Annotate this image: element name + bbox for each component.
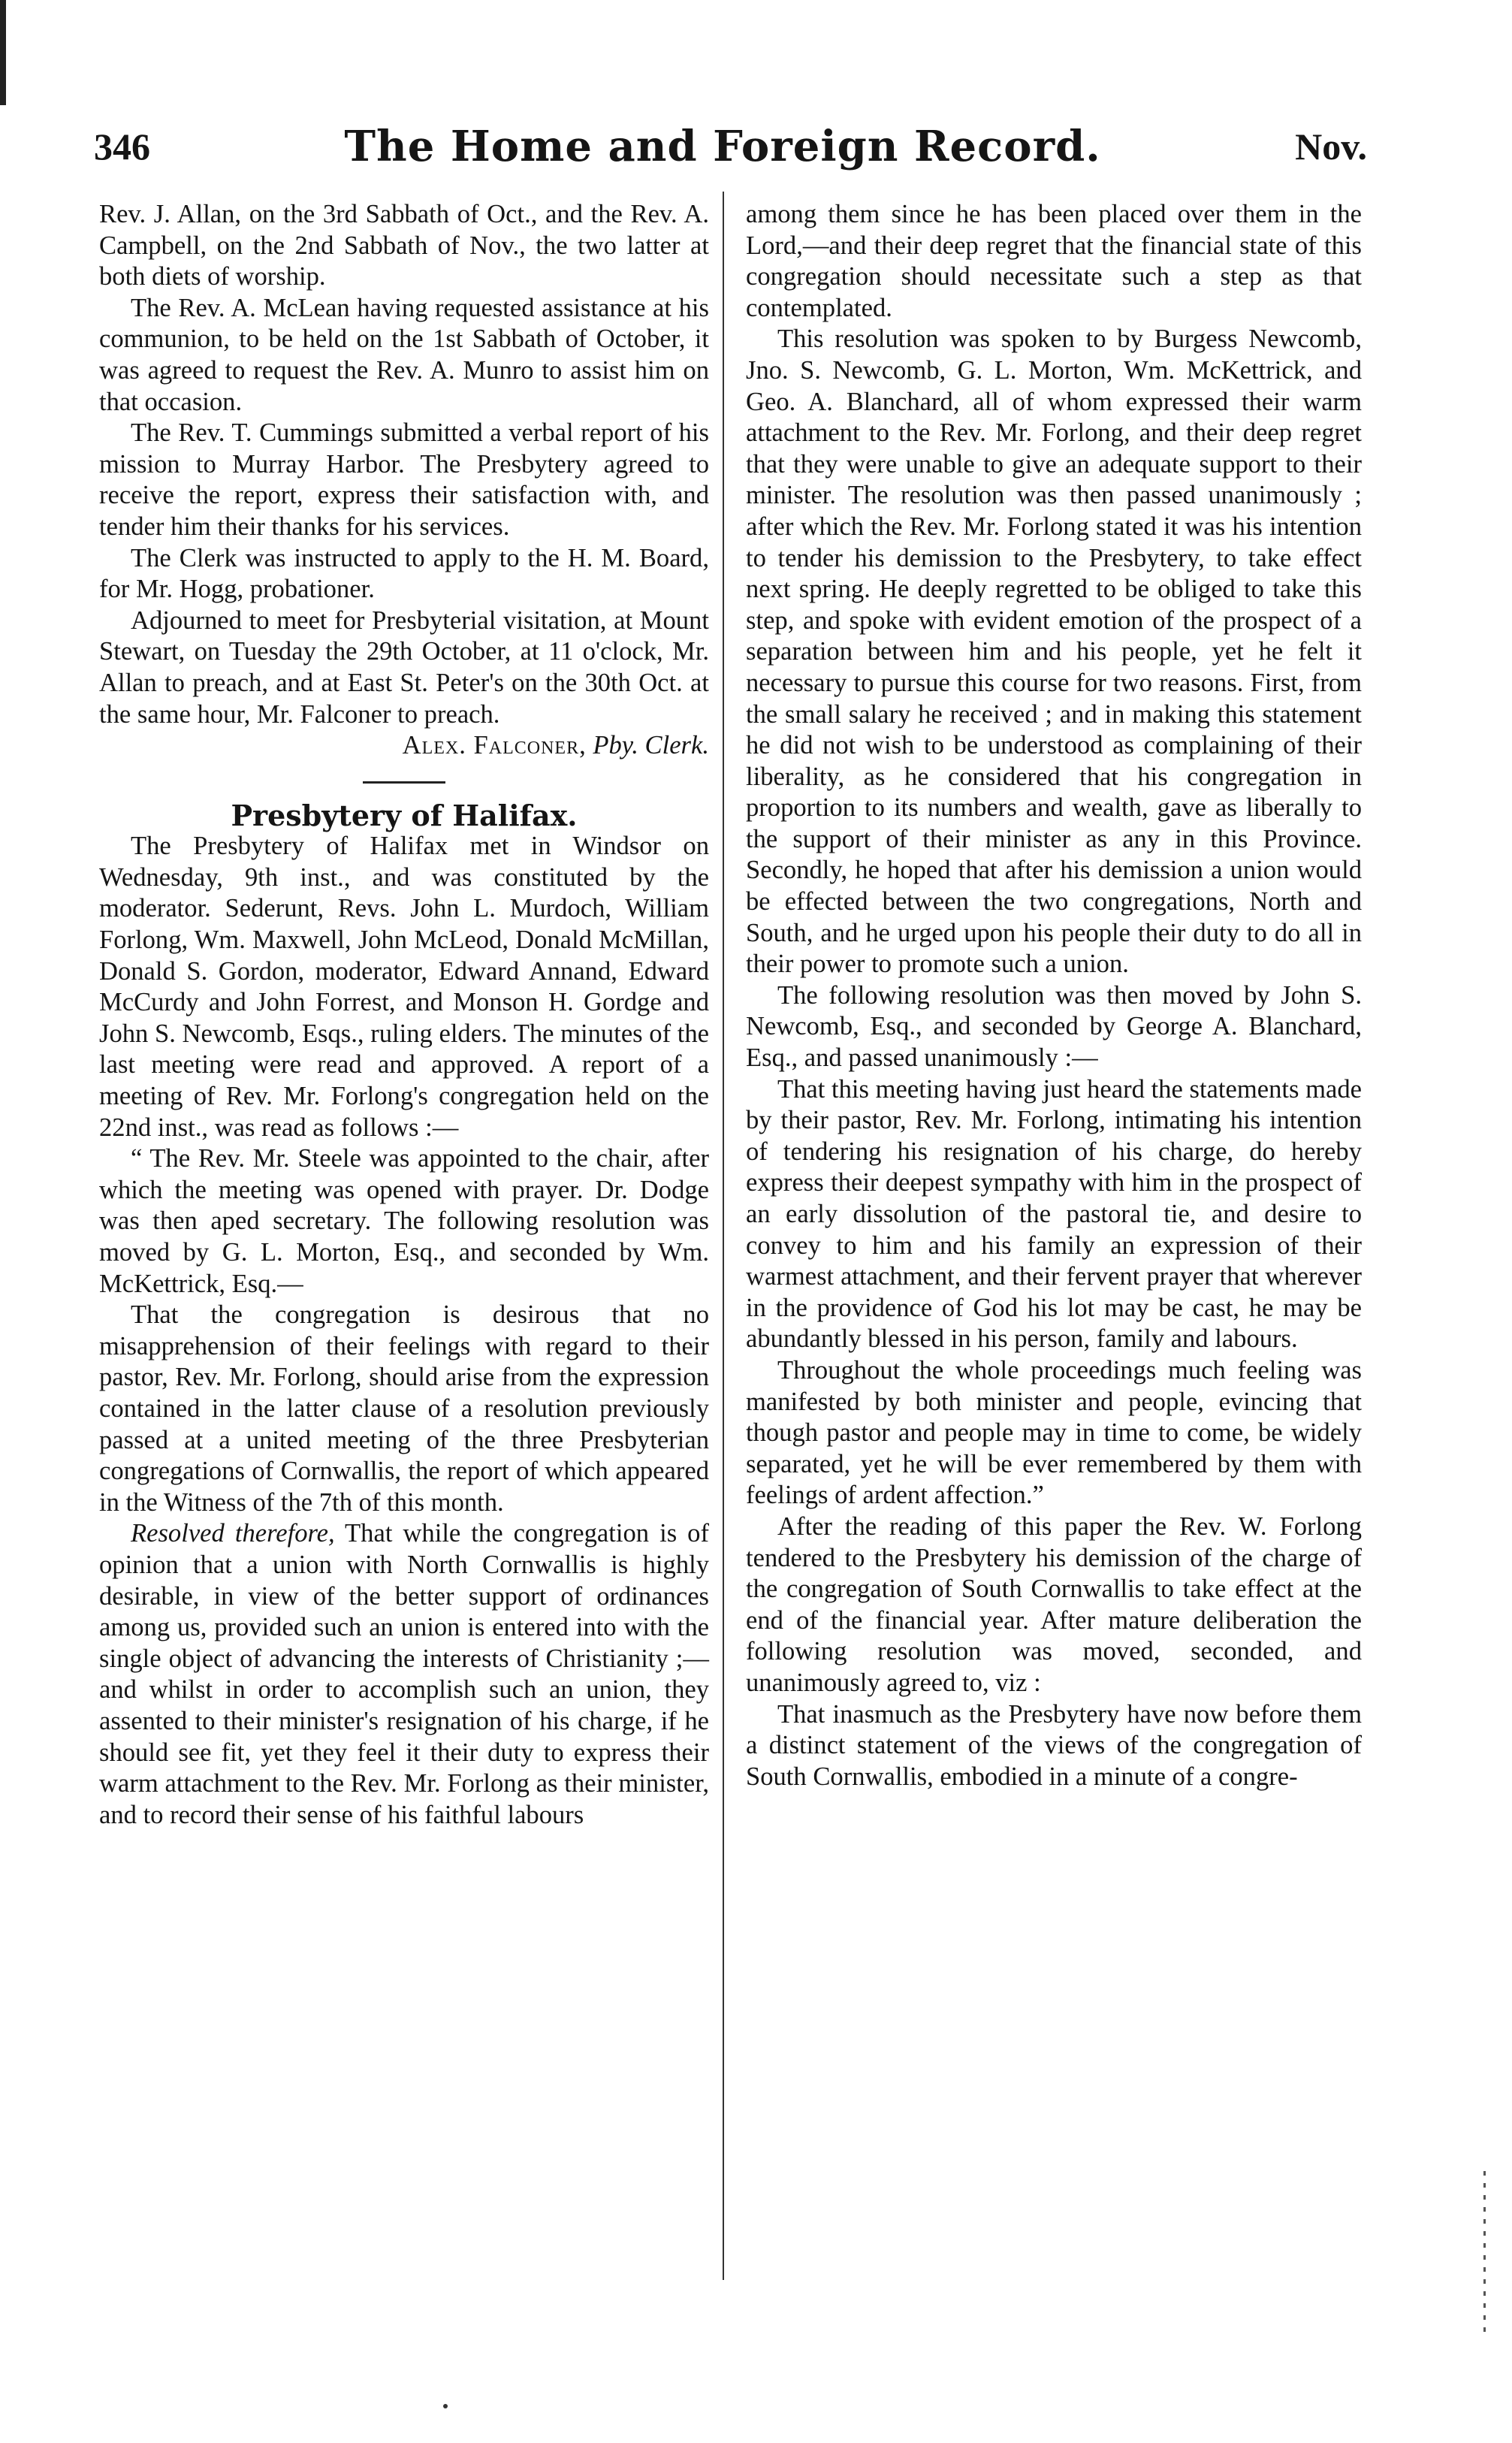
paragraph: That inasmuch as the Presbytery have now before them a distinct statement of the views of the congregation of South Cornwallis, embodied in a minute of a congre- [746,1699,1362,1791]
paragraph: The following resolution was then moved by John S. Newcomb, Esq., and seconded by George A. Blanchard, Esq., and passed unanimously :— [746,980,1362,1073]
print-speck [443,2404,448,2408]
paragraph: That this meeting having just heard the statements made by their pastor, Rev. Mr. Forlong, intimating his intention of tendering his resignation of his charge, do hereby express their deepest sympathy with him in the prospect of an early dissolution of the pastoral tie, and desire to convey to him and his family an expression of their warmest attachment, and their fervent prayer that wherever in the providence of God his lot may be cast, he may be abundantly blessed in his person, family and labours. [746,1074,1362,1354]
right-column [746,199,1362,1792]
paragraph: Throughout the whole proceedings much feeling was manifested by both minister and people, evincing that though pastor and people may in time to come, be widely separated, yet he will be ever remembered by them with feelings of ardent affection.” [746,1355,1362,1510]
resolved-phrase: Resolved therefore, [131,1519,335,1548]
page-number: 346 [94,125,150,168]
paragraph: The Clerk was instructed to apply to the H. M. Board, for Mr. Hogg, probationer. [99,543,709,604]
page-edge-marks [1483,2171,1486,2336]
signature-name: Alex. Falconer, [402,731,587,760]
paragraph: The Rev. A. McLean having requested assistance at his communion, to be held on the 1st Sabbath of October, it was agreed to request the Rev. A. Munro to assist him on that occasion. [99,293,709,416]
left-column [99,199,709,1831]
clerk-signature [99,730,709,762]
section-heading: Presbytery of Halifax. [231,798,578,832]
paragraph: Rev. J. Allan, on the 3rd Sabbath of Oct., and the Rev. A. Campbell, on the 2nd Sabbath of Nov., the two latter at both diets of worship. [99,200,709,291]
paragraph-text: That while the congregation is of opinion that a union with North Cornwallis is highly desirable, in view of the better support of ordinances among us, provided such an union is entered into with the single object of advancing the interests of Christianity ;—and whilst in order to accomplish such an union, they assented to their minister's resignation of his charge, if he should see fit, yet they feel it their duty to express their warm attachment to the Rev. Mr. Forlong as their minister, and to record their sense of his faithful labours [99,1519,709,1829]
paragraph: among them since he has been placed over them in the Lord,—and their deep regret that the financial state of this congregation should necessitate such a step as that contemplated. [746,200,1362,322]
paragraph: After the reading of this paper the Rev. W. Forlong tendered to the Presbytery his demission of the charge of the congregation of South Cornwallis to take effect at the end of the financial year. After mature deliberation the following resolution was moved, seconded, and unanimously agreed to, viz : [746,1511,1362,1697]
paragraph: The Presbytery of Halifax met in Windsor on Wednesday, 9th inst., and was constituted by the moderator. Sederunt, Revs. John L. Murdoch, William Forlong, Wm. Maxwell, John McLeod, Donald McMillan, Donald S. Gordon, moderator, Edward Annand, Edward McCurdy and John Forrest, and Monson H. Gordge and John S. Newcomb, Esqs., ruling elders. The minutes of the last meeting were read and approved. A report of a meeting of Rev. Mr. Forlong's congregation held on the 22nd inst., was read as follows :— [99,832,709,1142]
running-title: The Home and Foreign Record. [344,122,1101,171]
paragraph: This resolution was spoken to by Burgess Newcomb, Jno. S. Newcomb, G. L. Morton, Wm. McKettrick, and Geo. A. Blanchard, all of whom expressed their warm attachment to the Rev. Mr. Forlong, and their deep regret that they were unable to give an adequate support to their minister. The resolution was then passed unanimously ; after which the Rev. Mr. Forlong stated it was his intention to tender his demission to the Presbytery, to take effect next spring. He deeply regretted to be obliged to take this step, and spoke with evident emotion of the prospect of a separation between him and his people, yet he felt it necessary to pursue this course for two reasons. First, from the small salary he received ; and in making this statement he did not wish to be understood as complaining of their liberality, as he considered that his congregation in proportion to its numbers and wealth, gave as liberally to the support of their minister as any in this Province. Secondly, he hoped that after his demission a union would be effected between the two congregations, North and South, and he urged upon his people their duty to do all in their power to promote such a union. [746,325,1362,979]
paragraph: The Rev. T. Cummings submitted a verbal report of his mission to Murray Harbor. The Presbytery agreed to receive the report, express their satisfaction with, and tender him their thanks for his services. [99,418,709,541]
signature-role: Pby. Clerk. [593,731,709,760]
paragraph: “ The Rev. Mr. Steele was appointed to the chair, after which the meeting was opened with prayer. Dr. Dodge was then aped secretary. The following resolution was moved by G. L. Morton, Esq., and seconded by Wm. McKettrick, Esq.— [99,1144,709,1298]
paragraph [99,1518,709,1831]
header-month: Nov. [1295,125,1367,168]
column-rule [723,192,724,2280]
binding-edge [0,0,6,105]
paragraph: That the congregation is desirous that no misapprehension of their feelings with regard to their pastor, Rev. Mr. Forlong, should arise from the expression contained in the latter clause of a resolution previously passed at a united meeting of the three Presbyterian congregations of Cornwallis, the report of which appeared in the Witness of the 7th of this month. [99,1300,709,1517]
page-header [94,113,1367,180]
paragraph: Adjourned to meet for Presbyterial visitation, at Mount Stewart, on Tuesday the 29th October, at 11 o'clock, Mr. Allan to preach, and at East St. Peter's on the 30th Oct. at the same hour, Mr. Falconer to preach. [99,605,709,729]
section-divider [363,781,445,784]
